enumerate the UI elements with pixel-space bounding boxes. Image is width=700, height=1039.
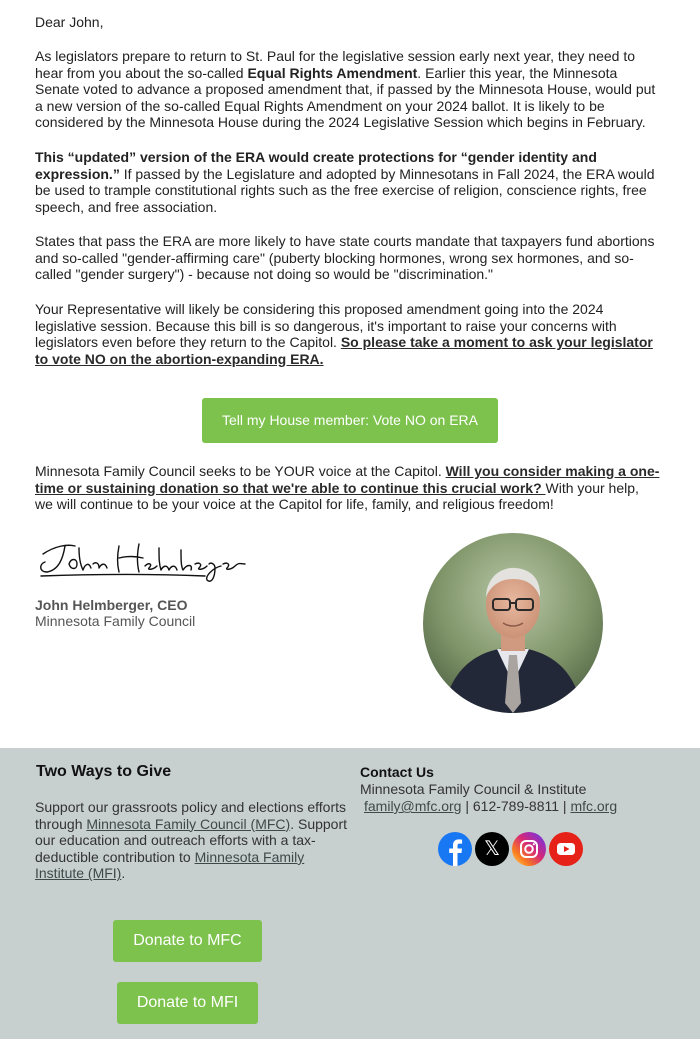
paragraph-2 <box>35 149 660 215</box>
donate-mfc-button[interactable]: Donate to MFC <box>113 920 262 962</box>
facebook-icon[interactable] <box>438 832 472 866</box>
x-twitter-icon[interactable]: 𝕏 <box>475 832 509 866</box>
signature-org: Minnesota Family Council <box>35 613 196 629</box>
give-text-b: . Support our education and outreach efforts with a tax-deductible contribution to <box>35 815 348 865</box>
contact-details <box>364 798 617 815</box>
paragraph-1-text-a: As legislators prepare to return to St. Paul for the legislative session early next year, they need to hear from you about the so-called <box>35 48 635 81</box>
paragraph-5 <box>35 463 660 513</box>
give-description <box>35 799 350 882</box>
mfc-link[interactable]: Minnesota Family Council (MFC) <box>86 815 291 832</box>
mfi-link[interactable]: Minnesota Family Institute (MFI) <box>35 848 305 882</box>
paragraph-4-text: Your Representative will likely be considering this proposed amendment going into the 2024 legislative session. Because this bill is so dangerous, it's important to raise your concerns with legislators even before they return to the Capitol. <box>35 301 617 350</box>
donation-link[interactable]: Will you consider making a one-time or sustaining donation so that we're able to continue this crucial work? <box>35 463 660 496</box>
youtube-icon[interactable] <box>549 832 583 866</box>
paragraph-2-text: If passed by the Legislature and adopted by Minnesotans in Fall 2024, the ERA would be used to trample constitutional rights such as the free exercise of religion, conscience rights, free speech, and free association. <box>35 165 655 215</box>
paragraph-5-text-a: Minnesota Family Council seeks to be YOUR voice at the Capitol. <box>35 463 446 479</box>
signature-name: John Helmberger, CEO <box>35 597 188 613</box>
give-text-c: . <box>121 865 126 882</box>
paragraph-5-text-b: With your help, we will continue to be your voice at the Capitol for life, family, and religious freedom! <box>35 479 639 512</box>
contact-email-link[interactable]: family@mfc.org <box>364 798 462 814</box>
paragraph-2-bold: This “updated” version of the ERA would create protections for “gender identity and expression.” <box>35 149 597 182</box>
footer <box>0 748 700 1039</box>
signature-image <box>35 534 250 590</box>
paragraph-3: States that pass the ERA are more likely to have state courts mandate that taxpayers fund abortions and so-called "gender-affirming care" (puberty blocking hormones, wrong sex hormones, and so-called "gender surgery") - because not doing so would be "discrimination." <box>35 233 655 282</box>
contact-us-title: Contact Us <box>360 764 434 780</box>
two-ways-to-give-title: Two Ways to Give <box>36 763 172 780</box>
instagram-icon[interactable] <box>512 832 546 866</box>
paragraph-4 <box>35 301 660 367</box>
give-text-a: Support our grassroots policy and elections efforts through <box>35 799 347 832</box>
paragraph-1 <box>35 48 660 131</box>
contact-phone: | 612-789-8811 | <box>461 798 571 814</box>
greeting: Dear John, <box>35 14 104 30</box>
era-bold: Equal Rights Amendment <box>247 64 418 81</box>
donate-mfi-button[interactable]: Donate to MFI <box>117 982 258 1024</box>
contact-org: Minnesota Family Council & Institute <box>360 781 587 797</box>
paragraph-1-text-b: . Earlier this year, the Minnesota Senate voted to advance a proposed amendment that, if passed by the Minnesota House, would put a new version of the so-called Equal Rights Amendment on your 2024 ballot. It is likely to be considered by the Minnesota House during the 2024 Legislative Session which begins in February. <box>35 64 656 130</box>
website-link[interactable]: mfc.org <box>570 798 618 814</box>
ask-legislator-link[interactable]: So please take a moment to ask your legislator to vote NO on the abortion-expanding ERA. <box>35 334 653 367</box>
ceo-portrait-photo <box>423 533 603 713</box>
tell-house-member-button[interactable]: Tell my House member: Vote NO on ERA <box>202 398 498 443</box>
